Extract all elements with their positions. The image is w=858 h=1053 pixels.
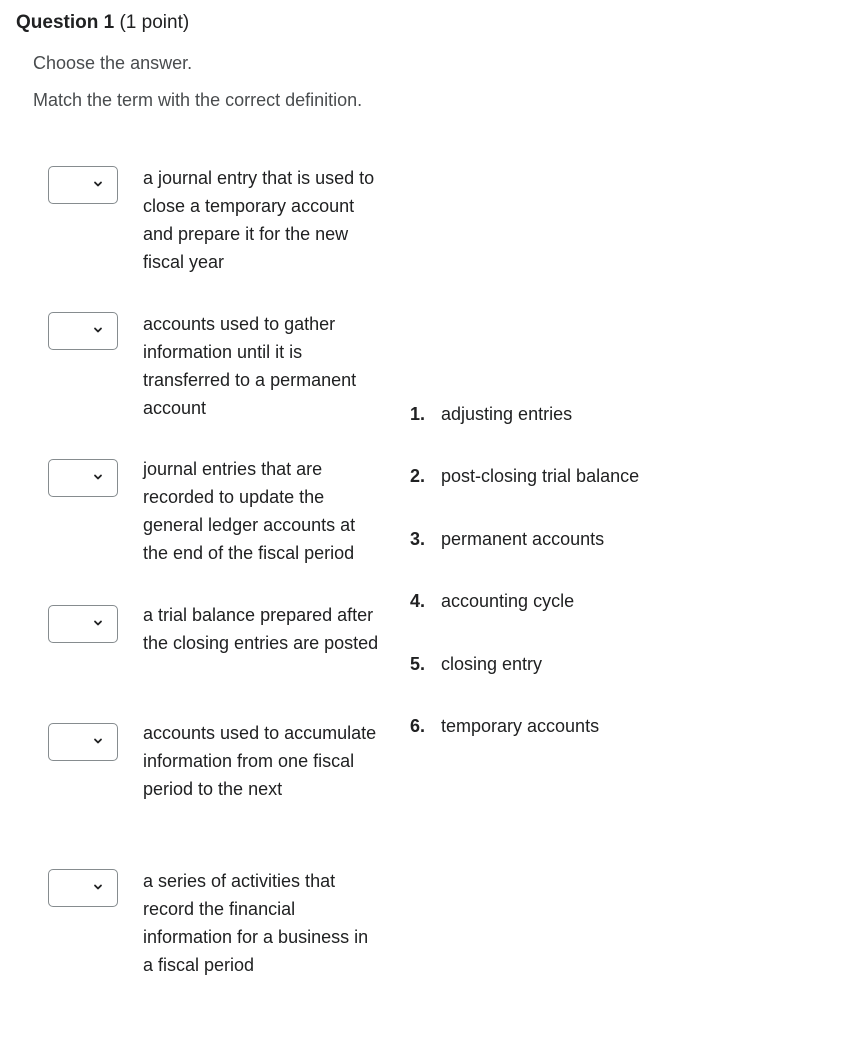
chevron-down-icon (93, 736, 103, 746)
definition-text: accounts used to accumulate information from one fiscal period to the next (143, 723, 377, 799)
definition-text: journal entries that are recorded to update the general ledger accounts at the end of the fiscal period (143, 459, 356, 563)
choice-number: 1. (410, 404, 426, 424)
choice-number: 5. (410, 654, 426, 674)
choice-item (410, 714, 599, 738)
choice-item (410, 527, 604, 551)
chevron-down-icon (93, 882, 103, 892)
question-points: (1 point) (119, 12, 190, 33)
question-title (16, 11, 189, 35)
choice-number: 4. (410, 591, 426, 611)
choice-item (410, 402, 572, 426)
answer-dropdown-5[interactable] (48, 723, 118, 761)
chevron-down-icon (93, 618, 103, 628)
definition-text: a journal entry that is used to close a temporary account and prepare it for the new fiscal year (143, 168, 375, 272)
choice-label: adjusting entries (441, 404, 573, 424)
choice-label: temporary accounts (441, 716, 600, 736)
choice-item (410, 464, 639, 488)
definition-text: accounts used to gather information until it is transferred to a permanent account (143, 314, 357, 418)
answer-dropdown-4[interactable] (48, 605, 118, 643)
choice-number: 2. (410, 466, 426, 486)
choice-label: accounting cycle (441, 591, 575, 611)
choice-label: permanent accounts (441, 529, 605, 549)
definition-text: a trial balance prepared after the closing entries are posted (143, 605, 379, 653)
question-instruction: Choose the answer. (33, 53, 193, 73)
answer-dropdown-1[interactable] (48, 166, 118, 204)
chevron-down-icon (93, 472, 103, 482)
choice-label: closing entry (441, 654, 543, 674)
answer-dropdown-2[interactable] (48, 312, 118, 350)
chevron-down-icon (93, 325, 103, 335)
choice-item (410, 589, 574, 613)
chevron-down-icon (93, 179, 103, 189)
choice-number: 3. (410, 529, 426, 549)
choice-number: 6. (410, 716, 426, 736)
definition-text: a series of activities that record the financial information for a business in a fiscal period (143, 871, 369, 975)
choice-item (410, 652, 542, 676)
choice-label: post-closing trial balance (441, 466, 640, 486)
question-prompt: Match the term with the correct definition. (33, 90, 363, 110)
question-number: Question 1 (16, 12, 115, 33)
answer-dropdown-6[interactable] (48, 869, 118, 907)
answer-dropdown-3[interactable] (48, 459, 118, 497)
